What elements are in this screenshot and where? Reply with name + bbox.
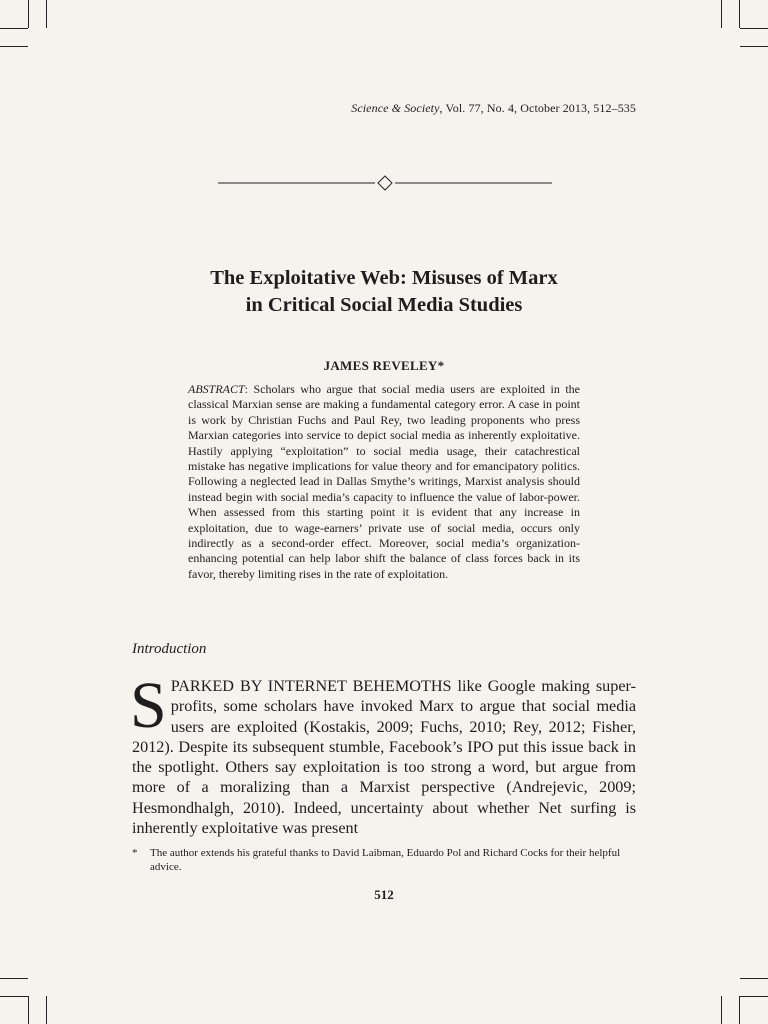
article-title bbox=[132, 265, 636, 319]
footnote bbox=[132, 846, 636, 874]
crop-mark bbox=[0, 28, 28, 29]
citation-details: , Vol. 77, No. 4, October 2013, 512–535 bbox=[439, 101, 636, 115]
crop-mark bbox=[740, 978, 768, 979]
crop-mark bbox=[721, 996, 722, 1024]
abstract-label: ABSTRACT bbox=[188, 382, 245, 396]
crop-mark bbox=[740, 46, 768, 47]
crop-mark bbox=[740, 996, 768, 997]
title-line: in Critical Social Media Studies bbox=[245, 294, 523, 316]
author-name: JAMES REVELEY* bbox=[323, 358, 445, 373]
crop-mark bbox=[0, 978, 28, 979]
crop-mark bbox=[721, 0, 722, 28]
drop-cap: S bbox=[130, 669, 167, 742]
footnote-mark: * bbox=[132, 847, 138, 859]
journal-citation bbox=[351, 101, 636, 116]
crop-mark bbox=[46, 996, 47, 1024]
crop-mark bbox=[740, 28, 768, 29]
crop-mark bbox=[28, 0, 29, 28]
crop-mark bbox=[46, 0, 47, 28]
crop-mark bbox=[739, 996, 740, 1024]
crop-mark bbox=[28, 996, 29, 1024]
page-number: 512 bbox=[374, 887, 394, 902]
crop-mark bbox=[0, 996, 28, 997]
crop-mark bbox=[739, 0, 740, 28]
ornament-divider bbox=[218, 173, 552, 193]
title-line: The Exploitative Web: Misuses of Marx bbox=[210, 267, 558, 289]
abstract-text: : Scholars who argue that social media users are exploited in the classical Marxian sense are making a fundamental category error. A case in point is work by Christian Fuchs and Paul Rey, two leading proponents who press Marxian categories into service to depict social media as inherently exploitative. Hastily applying “exploitation” to social media usage, their catachrestical mistake has negative implications for value theory and for emancipatory politics. Following a neglected lead in Dallas Smythe’s writings, Marxist analysis should instead begin with social media’s capacity to influence the value of labor-power. When assessed from this starting point it is evident that any increase in exploitation, due to wage-earners’ private use of social media, occurs only indirectly as a second-order effect. Moreover, social media’s organization-enhancing potential can help labor shift the balance of class forces back in its favor, thereby limiting rises in the rate of exploitation. bbox=[188, 382, 580, 581]
footnote-text: The author extends his grateful thanks to David Laibman, Eduardo Pol and Richard Cocks for their helpful advice. bbox=[150, 847, 621, 873]
body-paragraph bbox=[130, 669, 636, 838]
body-text: PARKED BY INTERNET BEHEMOTHS like Google making super-profits, some scholars have invoked Marx to argue that social media users are exploited (Kostakis, 2009; Fuchs, 2010; Rey, 2012; Fisher, 2012). Despite its subsequent stumble, Facebook’s IPO put this issue back in the spotlight. Others say exploitation is too strong a word, but argue from more of a moralizing than a Marxist perspective (Andrejevic, 2009; Hesmondhalgh, 2010). Indeed, uncertainty about whether Net surfing is inherently exploitative was present bbox=[132, 677, 636, 838]
crop-mark bbox=[0, 46, 28, 47]
journal-name: Science & Society bbox=[351, 101, 440, 115]
abstract bbox=[188, 382, 580, 582]
section-heading: Introduction bbox=[132, 641, 207, 657]
